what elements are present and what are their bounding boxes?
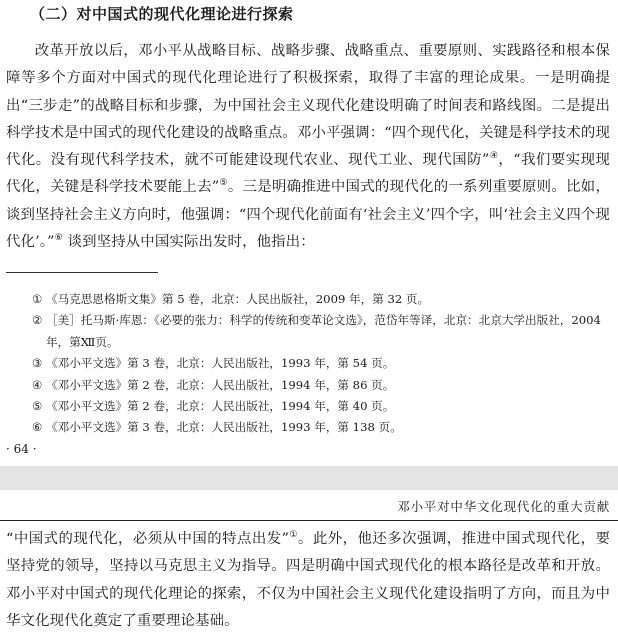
footnote-marker: ① [32, 292, 43, 306]
footnote-divider [6, 272, 158, 273]
footnote-item [32, 396, 610, 417]
footnote-item [32, 353, 610, 374]
main-paragraph: 改革开放以后，邓小平从战略目标、战略步骤、战略重点、重要原则、实践路径和根本保障等多个方面对中国式的现代化理论进行了积极探索，取得了丰富的理论成果。一是明确提出“三步走”的战略目标和步骤，为中国社会主义现代化建设明确了时间表和路线图。二是提出科学技术是中国式的现代化建设的战略重点。邓小平强调：“四个现代化，关键是科学技术的现代化。没有现代科学技术，就不可能建设现代农业、现代工业、现代国防”④，“我们要实现现代化，关键是科学技术要能上去”⑤。三是明确推进中国式的现代化的一系列重要原则。比如，谈到坚持社会主义方向时，他强调：“四个现代化前面有‘社会主义’四个字，叫‘社会主义四个现代化’。”⑥ 谈到坚持从中国实际出发时，他指出： [6, 43, 611, 251]
continued-paragraph: “中国式的现代化，必须从中国的特点出发”①。此外，他还多次强调，推进中国式现代化，要坚持党的领导，坚持以马克思主义为指导。四是明确中国式现代化的根本路径是改革和开放。邓小平对中国式的现代化理论的探索，不仅为中国社会主义现代化建设指明了方向，而且为中华文化现代化奠定了重要理论基础。 [6, 530, 611, 629]
footnote-list [32, 289, 610, 439]
footnote-text: 《马克思恩格斯文集》第 5 卷，北京：人民出版社，2009 年，第 32 页。 [46, 292, 430, 306]
footnote-marker: ⑥ [32, 420, 43, 435]
footnote-text: 《邓小平文选》第 3 卷，北京：人民出版社，1993 年，第 138 页。 [46, 420, 402, 435]
footnote-marker: ② [32, 313, 43, 328]
footnote-marker: ④ [32, 377, 43, 392]
footnote-text: ［美］托马斯·库恩：《必要的张力：科学的传统和变革论文选》，范岱年等译，北京：北京大学出版社，2004 年，第Ⅻ页。 [46, 313, 601, 349]
footnote-marker: ③ [32, 356, 43, 371]
footnote-item [32, 310, 610, 353]
footnote-item [32, 289, 610, 310]
page-number: · 64 · [6, 442, 37, 456]
footnote-text: 《邓小平文选》第 3 卷，北京：人民出版社，1993 年，第 54 页。 [46, 356, 395, 371]
footnote-text: 《邓小平文选》第 2 卷，北京：人民出版社，1994 年，第 40 页。 [46, 399, 395, 414]
lower-page [0, 490, 618, 637]
running-header: 邓小平对中华文化现代化的重大贡献 [397, 499, 610, 514]
header-divider [0, 520, 618, 521]
footnote-marker: ⑤ [32, 399, 43, 414]
footnote-item [32, 417, 610, 438]
page-separator [0, 466, 618, 490]
footnote-item [32, 375, 610, 396]
section-heading: （二）对中国式的现代化理论进行探索 [30, 5, 294, 23]
footnote-text: 《邓小平文选》第 2 卷，北京：人民出版社，1994 年，第 86 页。 [46, 377, 395, 392]
